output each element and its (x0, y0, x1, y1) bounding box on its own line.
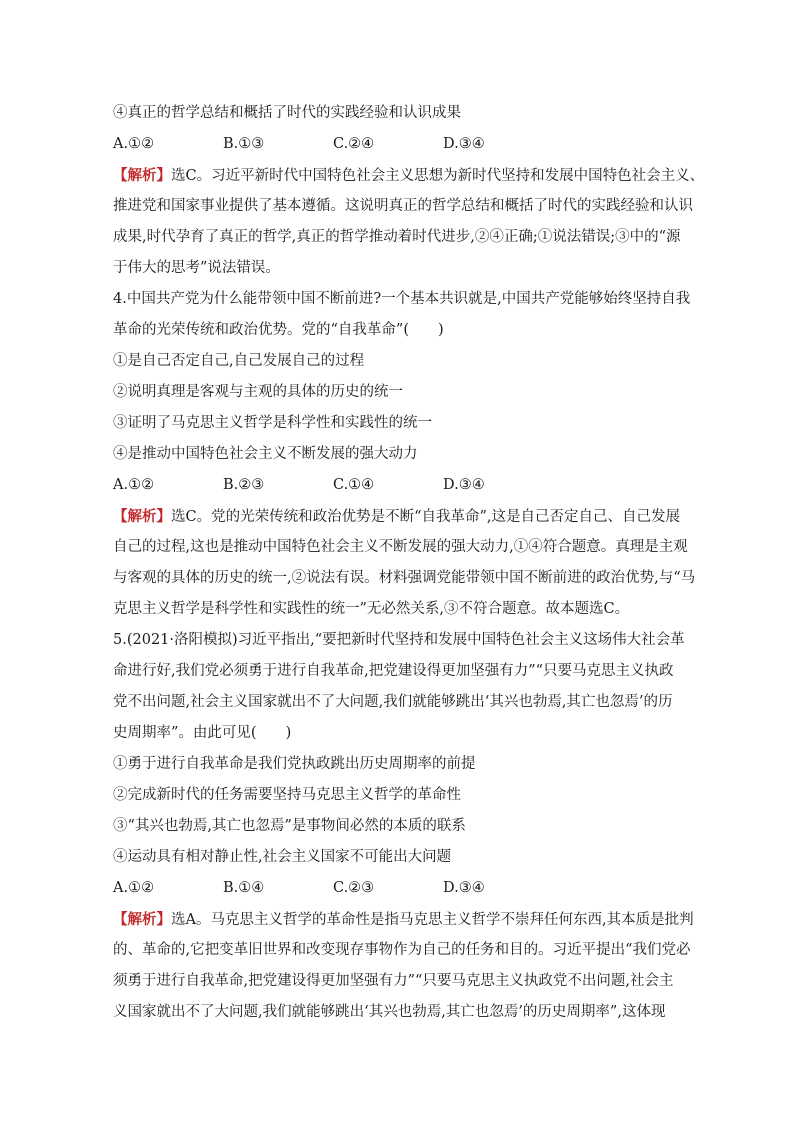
answer-option: D.③④ (443, 880, 485, 896)
text-line: ①是自己否定自己,自己发展自己的过程 (113, 353, 365, 369)
analysis-tag: 【解析】 (113, 508, 171, 525)
answer-option: D.③④ (443, 477, 485, 493)
analysis-line (113, 191, 693, 222)
answer-option: C.②④ (333, 136, 375, 152)
answer-option: C.①④ (333, 477, 375, 493)
analysis-line (113, 160, 705, 191)
text-line: ④真正的哲学总结和概括了时代的实践经验和认识成果 (113, 105, 461, 121)
analysis-line (113, 904, 694, 935)
answer-option: C.②③ (333, 880, 375, 896)
answer-option: A.①② (113, 136, 155, 152)
text-line: 命进行好,我们党必须勇于进行自我革命,把党建设得更加坚强有力”“只要马克思主义执政 (113, 663, 674, 679)
analysis-line (113, 594, 685, 625)
analysis-text: 自己的过程,这也是推动中国特色社会主义不断发展的强大动力,①④符合题意。真理是主观 (113, 539, 688, 555)
text-line: ②完成新时代的任务需要坚持马克思主义哲学的革命性 (113, 787, 461, 803)
analysis-text: 成果,时代孕育了真正的哲学,真正的哲学推动着时代进步,②④正确;①说法错误;③中的“源 (113, 229, 681, 245)
analysis-tag: 【解析】 (113, 911, 171, 928)
answer-options (113, 470, 685, 501)
answer-options (113, 873, 685, 904)
analysis-text: 选A。马克思主义哲学的革命性是指马克思主义哲学不崇拜任何东西,其本质是批判 (171, 912, 694, 928)
text-line: 5.(2021·洛阳模拟)习近平指出,“要把新时代坚持和发展中国特色社会主义这场伟大社会革 (113, 632, 685, 648)
answer-option: B.①③ (223, 136, 265, 152)
text-line: 党不出问题,社会主义国家就出不了大问题,我们就能够跳出‘其兴也勃焉,其亡也忽焉’的历 (113, 694, 673, 710)
analysis-text: 与客观的具体的历史的统一,②说法有误。材料强调党能带领中国不断前进的政治优势,与“马 (113, 570, 696, 586)
answer-option: B.②③ (223, 477, 265, 493)
text-line: 革命的光荣传统和政治优势。党的“自我革命”( ) (113, 322, 444, 338)
answer-option: A.①② (113, 477, 155, 493)
analysis-tag: 【解析】 (113, 167, 171, 184)
analysis-line (113, 253, 685, 284)
analysis-text: 推进党和国家事业提供了基本遵循。这说明真正的哲学总结和概括了时代的实践经验和认识 (113, 198, 693, 214)
text-line: 4.中国共产党为什么能带领中国不断前进?一个基本共识就是,中国共产党能够始终坚持自我 (113, 291, 691, 307)
analysis-text: 的、革命的,它把变革旧世界和改变现存事物作为自己的任务和目的。习近平提出“我们党必 (113, 942, 691, 958)
analysis-line (113, 563, 696, 594)
text-line: ④运动具有相对静止性,社会主义国家不可能出大问题 (113, 849, 452, 865)
text-line: ②说明真理是客观与主观的具体的历史的统一 (113, 384, 403, 400)
answer-option: B.①④ (223, 880, 265, 896)
analysis-line (113, 532, 688, 563)
analysis-text: 克思主义哲学是科学性和实践性的统一”无必然关系,③不符合题意。故本题选C。 (113, 601, 630, 617)
analysis-text: 须勇于进行自我革命,把党建设得更加坚强有力”“只要马克思主义执政党不出问题,社会主 (113, 973, 674, 989)
analysis-line (113, 222, 685, 253)
text-line: ③“其兴也勃焉,其亡也忽焉”是事物间必然的本质的联系 (113, 818, 466, 834)
analysis-text: 选C。党的光荣传统和政治优势是不断“自我革命”,这是自己否定自己、自己发展 (171, 509, 681, 525)
analysis-line (113, 501, 685, 532)
text-line: ①勇于进行自我革命是我们党执政跳出历史周期率的前提 (113, 756, 476, 772)
analysis-text: 义国家就出不了大问题,我们就能够跳出‘其兴也勃焉,其亡也忽焉’的历史周期率”,这体现 (113, 1004, 666, 1020)
analysis-line (113, 935, 691, 966)
analysis-text: 于伟大的思考”说法错误。 (113, 260, 280, 276)
document-body (113, 98, 705, 1028)
analysis-text: 选C。习近平新时代中国特色社会主义思想为新时代坚持和发展中国特色社会主义、 (171, 168, 705, 184)
text-line: 史周期率”。由此可见( ) (113, 725, 292, 741)
analysis-line (113, 997, 685, 1028)
text-line: ③证明了马克思主义哲学是科学性和实践性的统一 (113, 415, 432, 431)
text-line: ④是推动中国特色社会主义不断发展的强大动力 (113, 446, 418, 462)
analysis-line (113, 966, 685, 997)
answer-option: A.①② (113, 880, 155, 896)
answer-options (113, 129, 685, 160)
answer-option: D.③④ (443, 136, 485, 152)
